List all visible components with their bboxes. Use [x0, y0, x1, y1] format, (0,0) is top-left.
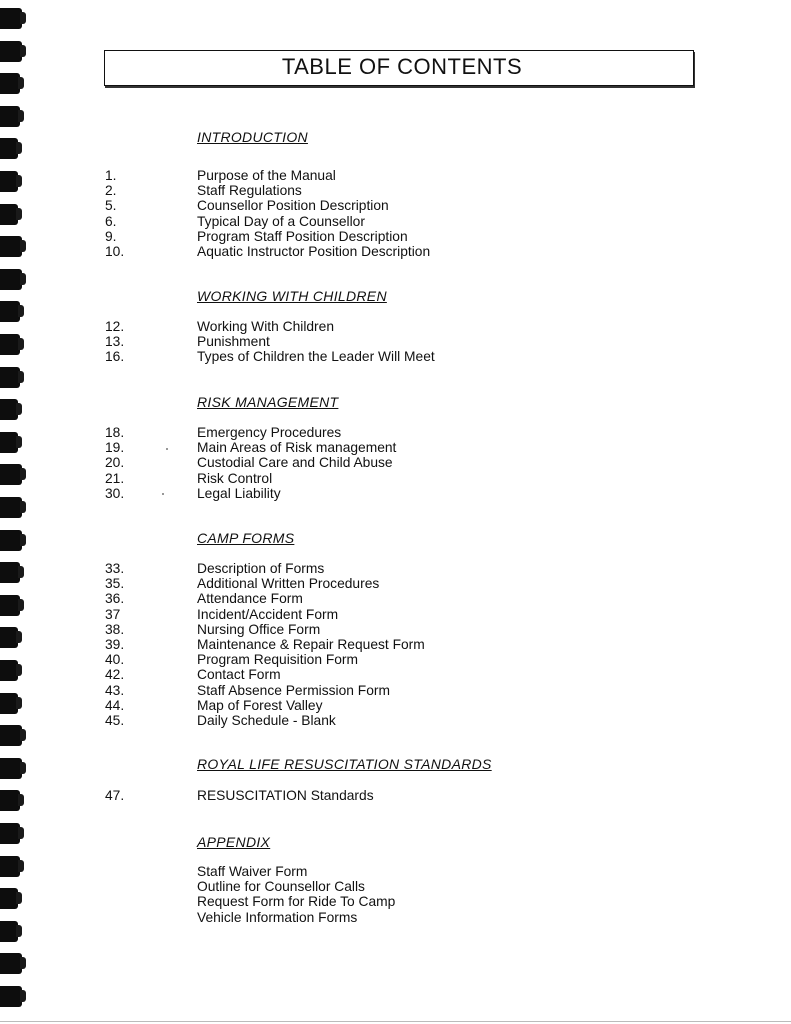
toc-entry: [0, 214, 791, 229]
page-number: 1.: [105, 168, 117, 183]
binding-hole: [0, 367, 20, 388]
entry-title: Daily Schedule - Blank: [197, 712, 336, 728]
entry-title: RESUSCITATION Standards: [197, 788, 374, 803]
binding-hole: [0, 758, 22, 779]
entry-title: Map of Forest Valley: [197, 697, 323, 713]
entry-title: Legal Liability: [197, 485, 281, 501]
binding-hole: [0, 725, 22, 746]
entry-title: Nursing Office Form: [197, 621, 321, 637]
entry-title: Working With Children: [197, 319, 334, 334]
section-heading-working-with-children: WORKING WITH CHILDREN: [197, 288, 387, 304]
page-number: 42.: [105, 667, 125, 683]
toc-entry: [0, 713, 791, 728]
entry-title: Program Staff Position Description: [197, 228, 408, 244]
entry-title: Contact Form: [197, 667, 281, 683]
toc-entry: [0, 591, 791, 606]
toc-entry: [0, 622, 791, 637]
page-number: 6.: [105, 213, 117, 229]
section-entries-royal-life: [0, 788, 791, 803]
page-number: 21.: [105, 470, 125, 486]
toc-entry: [0, 637, 791, 652]
entry-title: Risk Control: [197, 470, 273, 486]
toc-entry: [0, 471, 791, 486]
entry-title: Punishment: [197, 334, 270, 350]
entry-title: Staff Waiver Form: [197, 864, 308, 879]
entry-title: Attendance Form: [197, 591, 303, 607]
entry-title: Staff Absence Permission Form: [197, 682, 390, 698]
page-number: 19.: [105, 440, 125, 456]
binding-hole: [0, 73, 20, 94]
scan-edge-line: [0, 1021, 791, 1022]
section-heading-introduction: INTRODUCTION: [197, 129, 308, 145]
toc-entry: [0, 168, 791, 183]
entry-title: Request Form for Ride To Camp: [197, 894, 396, 910]
binding-hole: [0, 138, 18, 159]
page-number: 40.: [105, 652, 125, 668]
binding-hole: [0, 823, 20, 844]
entry-title: Additional Written Procedures: [197, 576, 380, 592]
entry-title: Program Requisition Form: [197, 652, 359, 668]
toc-entry: [0, 440, 791, 455]
binding-hole: [0, 530, 22, 551]
toc-entry: [0, 319, 791, 334]
page-number: 47.: [105, 788, 125, 803]
title-box: [104, 50, 694, 86]
entry-title: Typical Day of a Counsellor: [197, 213, 365, 229]
page-number: 39.: [105, 636, 125, 652]
toc-entry: [0, 788, 791, 803]
toc-entry: [0, 652, 791, 667]
binding-hole: [0, 41, 22, 62]
toc-entry: [0, 334, 791, 349]
toc-entry: [0, 910, 791, 925]
toc-entry: [0, 864, 791, 879]
section-heading-appendix: APPENDIX: [197, 834, 271, 850]
page-number: 12.: [105, 319, 125, 334]
entry-title: Aquatic Instructor Position Description: [197, 243, 431, 259]
page-number: 30.: [105, 485, 125, 501]
page-number: 18.: [105, 425, 125, 440]
page-number: 5.: [105, 198, 117, 214]
toc-entry: [0, 576, 791, 591]
entry-title: Staff Regulations: [197, 183, 302, 199]
section-entries-risk-management: [0, 425, 791, 501]
page-number: 37: [105, 606, 121, 622]
binding-hole: [0, 953, 22, 974]
section-entries-working-with-children: [0, 319, 791, 365]
toc-entry: [0, 244, 791, 259]
entry-title: Purpose of the Manual: [197, 168, 336, 183]
entry-title: Vehicle Information Forms: [197, 909, 358, 925]
binding-hole: [0, 8, 22, 29]
page-number: 45.: [105, 712, 125, 728]
page-number: 20.: [105, 455, 125, 471]
page-number: 33.: [105, 561, 125, 576]
toc-entry: [0, 455, 791, 470]
toc-entry: [0, 698, 791, 713]
section-entries-introduction: [0, 168, 791, 259]
scan-speck: [162, 493, 164, 495]
toc-entry: [0, 607, 791, 622]
toc-entry: [0, 894, 791, 909]
page-number: 38.: [105, 621, 125, 637]
page-number: 10.: [105, 243, 125, 259]
entry-title: Types of Children the Leader Will Meet: [197, 349, 435, 365]
section-entries-camp-forms: [0, 561, 791, 728]
page-number: 36.: [105, 591, 125, 607]
scan-speck: [166, 448, 168, 450]
toc-entry: [0, 229, 791, 244]
page-number: 13.: [105, 334, 125, 350]
toc-entry: [0, 879, 791, 894]
page-title: TABLE OF CONTENTS: [281, 54, 523, 79]
toc-entry: [0, 349, 791, 364]
entry-title: Counsellor Position Description: [197, 198, 389, 214]
page-number: 16.: [105, 349, 125, 365]
toc-entry: [0, 198, 791, 213]
page-number: 9.: [105, 228, 117, 244]
entry-title: Outline for Counsellor Calls: [197, 879, 365, 895]
toc-entry: [0, 183, 791, 198]
entry-title: Description of Forms: [197, 561, 325, 576]
section-heading-camp-forms: CAMP FORMS: [197, 530, 295, 546]
section-heading-royal-life-resuscitation-standards: ROYAL LIFE RESUSCITATION STANDARDS: [197, 756, 492, 772]
page-number: 44.: [105, 697, 125, 713]
toc-entry: [0, 667, 791, 682]
toc-entry: [0, 425, 791, 440]
toc-entry: [0, 486, 791, 501]
toc-entry: [0, 683, 791, 698]
section-entries-appendix: [0, 864, 791, 925]
entry-title: Custodial Care and Child Abuse: [197, 455, 393, 471]
binding-hole: [0, 399, 18, 420]
entry-title: Emergency Procedures: [197, 425, 342, 440]
binding-hole: [0, 986, 22, 1007]
entry-title: Main Areas of Risk management: [197, 440, 397, 456]
toc-entry: [0, 561, 791, 576]
entry-title: Maintenance & Repair Request Form: [197, 636, 425, 652]
page-number: 2.: [105, 183, 117, 199]
page-number: 35.: [105, 576, 125, 592]
binding-hole: [0, 106, 20, 127]
entry-title: Incident/Accident Form: [197, 606, 339, 622]
section-heading-risk-management: RISK MANAGEMENT: [197, 394, 339, 410]
binding-hole: [0, 269, 22, 290]
page-number: 43.: [105, 682, 125, 698]
